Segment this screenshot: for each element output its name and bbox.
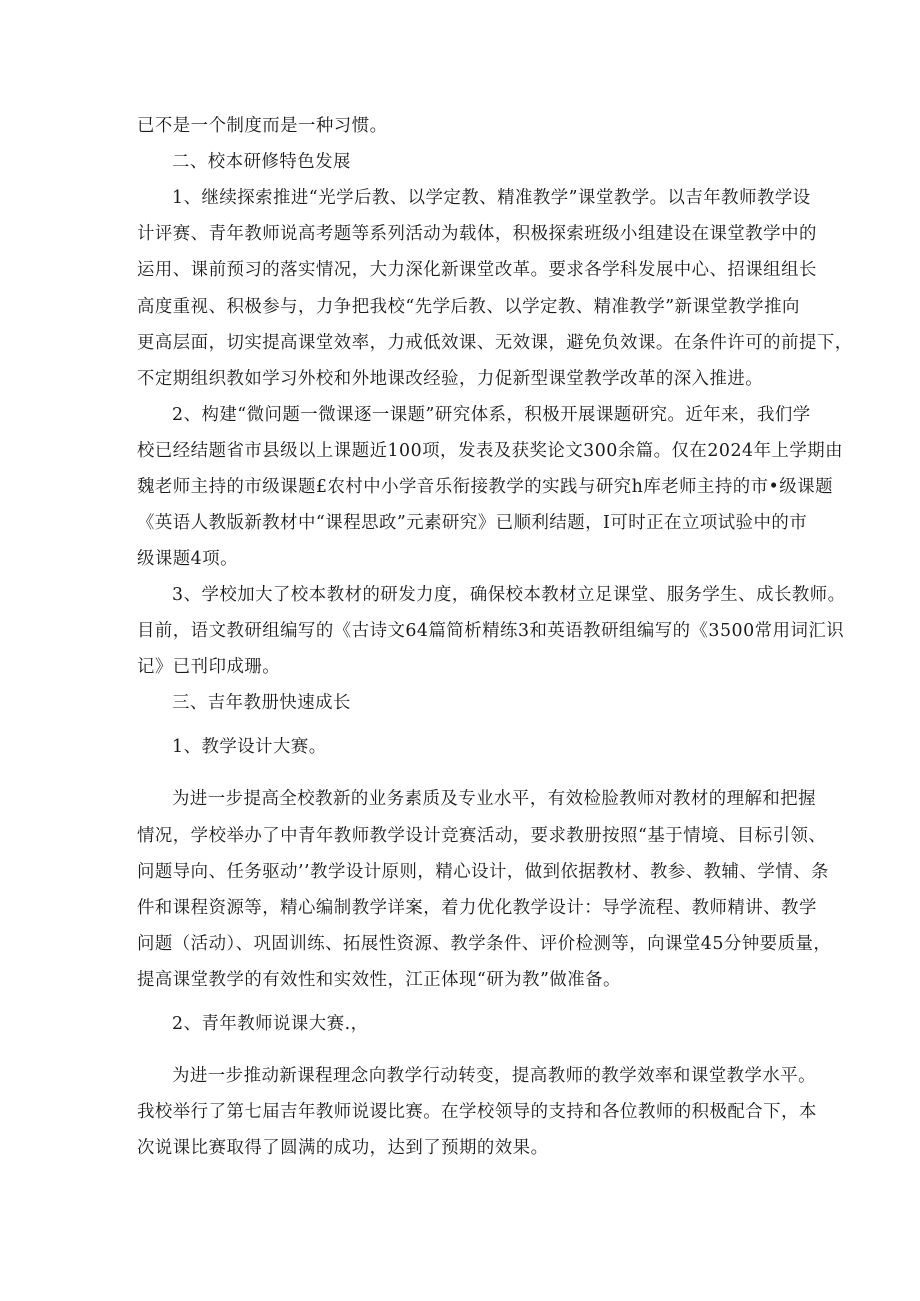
text-line: 提高课堂教学的有效性和实效性，江正体现“研为教”做准备。	[137, 970, 621, 990]
text-line: 问题（活动）、巩固训练、拓展性资源、教学条件、评价检测等，向课堂45分钟要质量，	[137, 934, 832, 954]
text-line: 次说课比赛取得了圆满的成功，达到了预期的效果。	[137, 1138, 549, 1158]
text-line: 校已经结题省市县级以上课题近100项，发表及获奖论文300余篇。仅在2024年上学期由	[137, 441, 844, 461]
text-line: 3、学校加大了校本教材的研发力度，确保校本教材立足课堂、服务学生、成长教师。	[172, 585, 846, 605]
text-line: 1、继续探索推进“光学后教、以学定教、精准教学”课堂教学。以吉年教师教学设	[172, 188, 811, 208]
subsection-heading: 2、青年教师说课大赛.，	[172, 1014, 369, 1034]
text-line: 级课题4项。	[137, 549, 239, 569]
section-heading: 三、吉年教册快速成长	[172, 693, 351, 713]
subsection-heading: 1、教学设计大赛。	[172, 737, 327, 757]
text-line: 目前，语文教研组编写的《古诗文64篇简析精练3和英语教研组编写的《3500常用词汇识	[137, 621, 845, 641]
text-line: 《英语人教版新教材中“课程思政”元素研究》已顺利结题，I可时正在立项试验中的市	[137, 513, 808, 533]
text-line: 运用、课前预习的落实情况，大力深化新课堂改革。要求各学科发展中心、招课组组长	[137, 260, 817, 280]
text-line: 我校举行了第七届吉年教师说谡比赛。在学校领导的支持和各位教师的积极配合下，本	[137, 1102, 817, 1122]
section-heading: 二、校本研修特色发展	[172, 152, 351, 172]
text-line: 为进一步推动新课程理念向教学行动转变，提高教师的教学效率和课堂教学水平。	[172, 1066, 817, 1086]
text-line: 已不是一个制度而是一种习惯。	[137, 116, 388, 136]
text-line: 高度重视、积极参与，力争把我校“先学后教、以学定教、精准教学”新课堂教学推向	[137, 297, 800, 317]
text-line: 2、构建“微问题一微课逐一课题”研究体系，积极开展课题研究。近年来，我们学	[172, 405, 811, 425]
text-line: 情况，学校举办了中青年教师教学设计竞赛活动，要求教册按照“基于情境、目标引领、	[137, 826, 827, 846]
text-line: 不定期组织教如学习外校和外地课改经验，力促新型课堂教学改革的深入推进。	[137, 369, 764, 389]
text-line: 问题导向、任务驱动’’教学设计原则，精心设计，做到依据教材、教参、教辅、学情、条	[137, 862, 829, 882]
text-line: 计评赛、青年教师说高考题等系列活动为载体，积极探索班级小组建设在课堂教学中的	[137, 224, 817, 244]
text-line: 为进一步提高全校教新的业务素质及专业水平，有效检脸教师对教材的理解和把握	[172, 789, 817, 809]
text-line: 记》已刊印成珊。	[137, 657, 281, 677]
text-line: 件和课程资源等，精心编制教学详案，着力优化教学设计：导学流程、教师精讲、教学	[137, 898, 817, 918]
text-line: 更高层面，切实提高课堂效率，力戒低效课、无效课，避免负效课。在条件许可的前提下，	[137, 333, 853, 353]
text-line: 魏老师主持的市级课题£农村中小学音乐衔接教学的实践与研究h库老师主持的市•级课题	[137, 477, 833, 497]
